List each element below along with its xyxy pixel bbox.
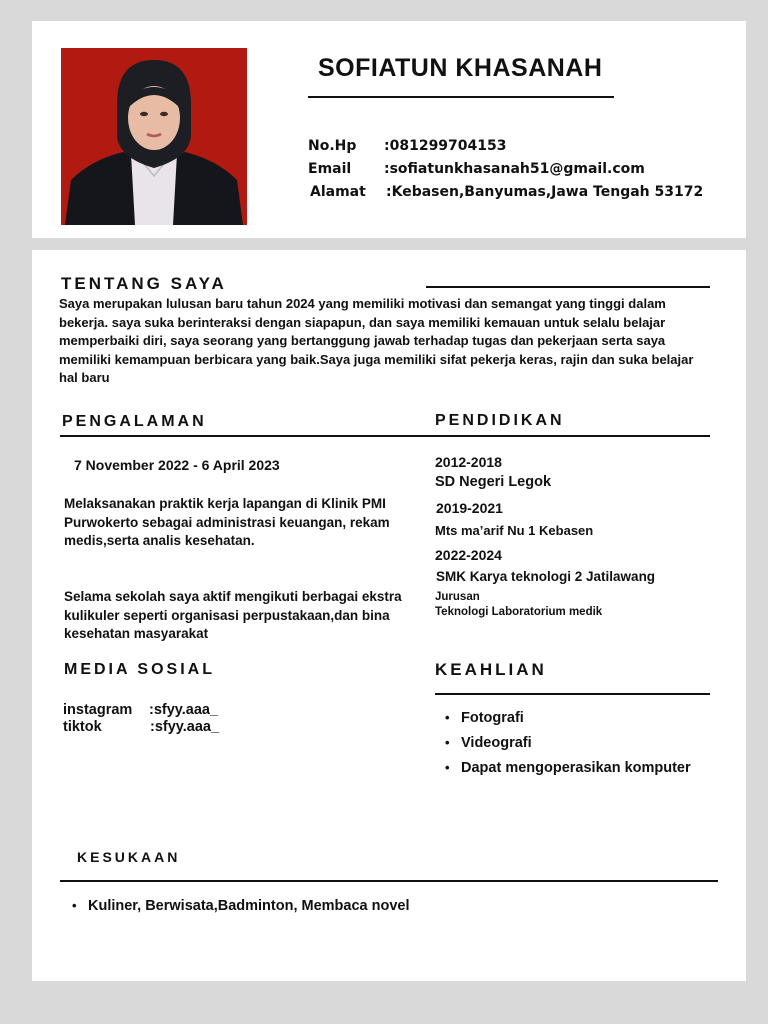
hobby-item: • Kuliner, Berwisata,Badminton, Membaca novel	[88, 898, 410, 914]
experience-heading: PENGALAMAN	[62, 413, 207, 430]
about-text: Saya merupakan lulusan baru tahun 2024 yang memiliki motivasi dan semangat yang tinggi dalam bekerja. saya suka berinteraksi dengan siapapun, dan saya memiliki kemauan untuk selalu belajar memperbaiki diri, saya seorang yang bertanggung jawab terhadap tugas dan pekerjaan serta saya memiliki kemampuan berbicara yang baik.Saya juga memiliki sifat pekerja keras, rajin dan suka belajar hal baru	[59, 296, 694, 385]
skill-item: • Dapat mengoperasikan komputer	[461, 760, 691, 776]
hobbies-heading: KESUKAAN	[77, 849, 181, 865]
portrait-image	[61, 48, 247, 225]
instagram-value: :sfyy.aaa_	[149, 702, 219, 718]
skill-item: • Videografi	[461, 735, 532, 751]
content-card	[32, 250, 746, 981]
about-divider	[426, 286, 710, 288]
phone-label: No.Hp	[308, 138, 357, 154]
experience-item-2: Selama sekolah saya aktif mengikuti berbagai ekstra kulikuler seperti organisasi perpustakaan,dan bina kesehatan masyarakat	[64, 589, 402, 641]
experience-item-1: Melaksanakan praktik kerja lapangan di Klinik PMI Purwokerto sebagai administrasi keuangan, rekam medis,serta analis kesehatan.	[64, 496, 390, 548]
education-heading: PENDIDIKAN	[435, 412, 565, 429]
education-3-major: Teknologi Laboratorium medik	[435, 606, 603, 618]
full-name: SOFIATUN KHASANAH	[318, 54, 603, 82]
education-3-school: SMK Karya teknologi 2 Jatilawang	[436, 569, 656, 584]
education-2-years: 2019-2021	[436, 500, 503, 516]
education-3-major-label: Jurusan	[435, 591, 480, 603]
hobbies-divider	[60, 880, 718, 882]
social-heading: MEDIA SOSIAL	[64, 661, 215, 678]
name-divider	[308, 96, 614, 98]
phone-value: :081299704153	[384, 138, 507, 154]
skills-divider	[435, 693, 710, 695]
about-heading: TENTANG SAYA	[61, 274, 227, 293]
skills-heading: KEAHLIAN	[435, 660, 547, 679]
instagram-label: instagram	[63, 702, 133, 718]
address-label: Alamat	[310, 184, 366, 200]
email-label: Email	[308, 161, 352, 177]
education-1-years: 2012-2018	[435, 454, 502, 470]
education-1-school: SD Negeri Legok	[435, 474, 552, 490]
education-3-years: 2022-2024	[435, 547, 502, 563]
experience-divider	[60, 435, 429, 437]
education-divider	[429, 435, 710, 437]
experience-date: 7 November 2022 - 6 April 2023	[74, 457, 280, 473]
email-value: :sofiatunkhasanah51@gmail.com	[384, 161, 645, 177]
education-2-school: Mts ma’arif Nu 1 Kebasen	[435, 523, 594, 538]
skill-item: • Fotografi	[461, 710, 524, 726]
header-card	[32, 21, 746, 238]
address-value: :Kebasen,Banyumas,Jawa Tengah 53172	[386, 184, 704, 200]
tiktok-label: tiktok	[63, 719, 102, 735]
tiktok-value: :sfyy.aaa_	[150, 719, 220, 735]
profile-photo	[61, 48, 247, 225]
